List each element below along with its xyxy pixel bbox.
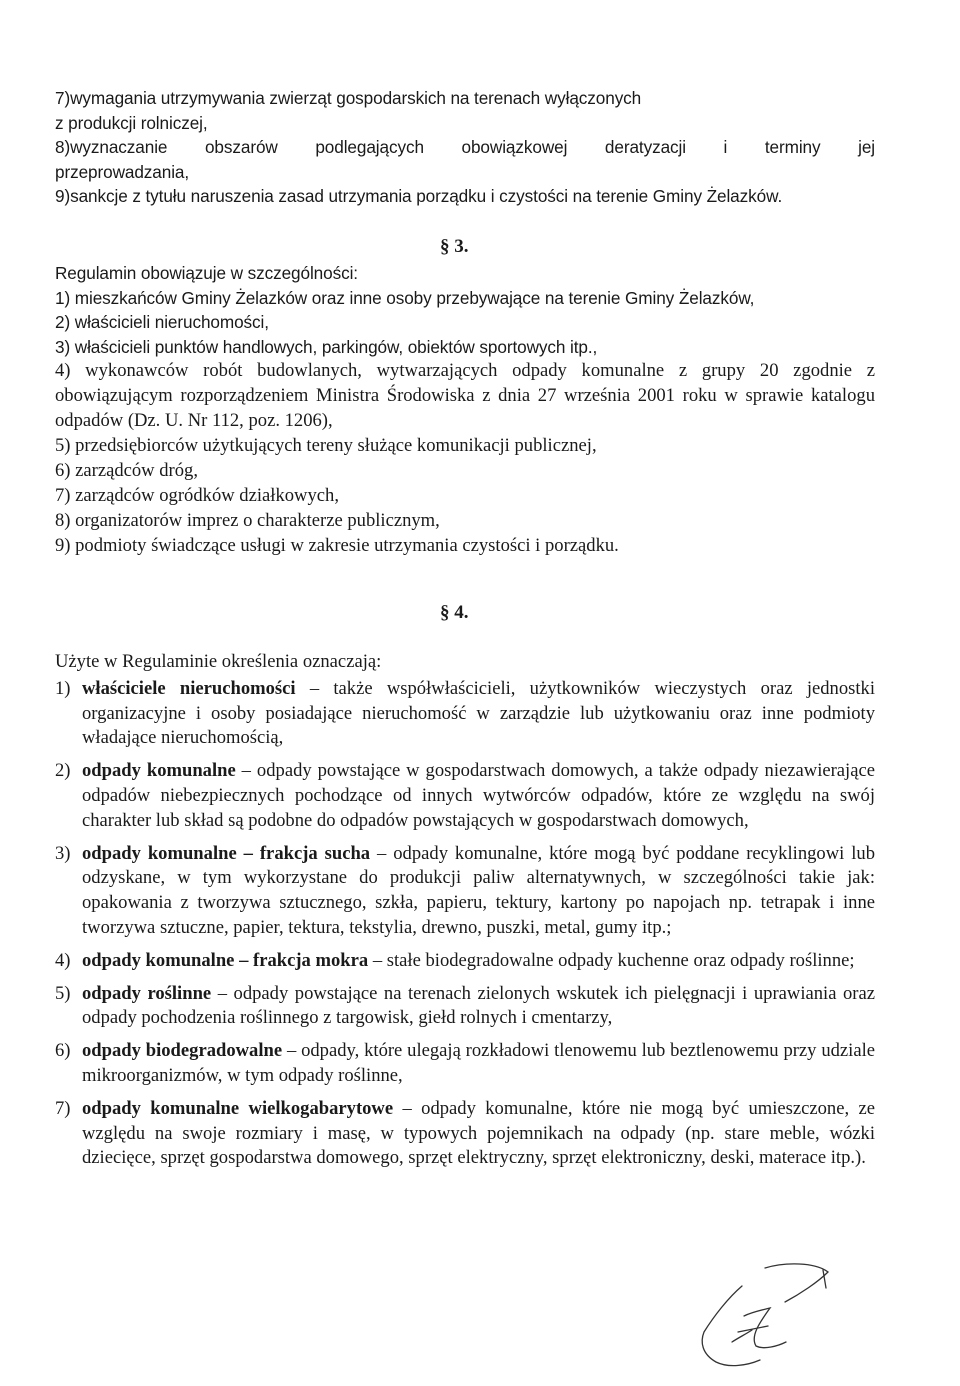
definition-number: 7) <box>55 1097 71 1119</box>
definition-item <box>55 842 875 941</box>
list-item: 7) zarządców ogródków działkowych, <box>55 485 339 506</box>
definition-term: odpady roślinne <box>82 982 212 1004</box>
definition-number: 2) <box>55 760 71 782</box>
section-3-heading: § 3. <box>440 236 469 257</box>
list-item: 4) wykonawców robót budowlanych, wytwarzających odpady komunalne z grupy 20 zgodnie z obowiązującym rozporządzeniem Ministra Środowiska z dnia 27 września 2001 roku w sprawie katalogu odpadów (Dz. U. Nr 112, poz. 1206), <box>55 360 875 431</box>
definition-item <box>55 1039 875 1089</box>
list-item: 1) mieszkańców Gminy Żelazków oraz inne osoby przebywające na terenie Gminy Żelazków, <box>55 287 755 308</box>
list-item: 5) przedsiębiorców użytkujących tereny służące komunikacji publicznej, <box>55 435 597 456</box>
definition-item <box>55 677 875 751</box>
list-item: 8)wyznaczanie obszarów podlegających obowiązkowej deratyzacji i terminy jej <box>55 137 875 157</box>
section-4-definitions <box>55 650 875 1179</box>
list-item: 7)wymagania utrzymywania zwierząt gospodarskich na terenach wyłączonych <box>55 88 642 108</box>
section-4-heading: § 4. <box>440 602 469 623</box>
list-item: 2) właścicieli nieruchomości, <box>55 312 269 332</box>
definition-text: – także współwłaścicieli, użytkowników wieczystych oraz jednostki organizacyjne i osoby posiadające nieruchomość w zarządzie lub użytkowaniu oraz inne podmioty władające nieruchomością, <box>82 677 876 749</box>
list-item: przeprowadzania, <box>55 161 190 182</box>
definition-term: odpady komunalne – frakcja sucha <box>82 842 371 864</box>
list-item: z produkcji rolniczej, <box>55 112 208 133</box>
list-item: 3) właścicieli punktów handlowych, parkingów, obiektów sportowych itp., <box>55 336 598 357</box>
definition-number: 5) <box>55 982 71 1004</box>
definition-term: właściciele nieruchomości <box>82 677 296 699</box>
definition-number: 3) <box>55 842 71 864</box>
definition-item <box>55 982 875 1032</box>
definition-term: odpady komunalne <box>82 760 236 782</box>
definition-term: odpady komunalne wielkogabarytowe <box>82 1097 394 1119</box>
definition-term: odpady biodegradowalne <box>82 1040 283 1062</box>
definition-text: – stałe biodegradowalne odpady kuchenne oraz odpady roślinne; <box>368 949 855 971</box>
definition-number: 1) <box>55 677 71 699</box>
definition-item <box>55 759 875 833</box>
section-3-list-a <box>55 261 875 359</box>
definition-text: – odpady powstające w gospodarstwach domowych, a także odpady niezawierające odpadów niebezpiecznych pochodzące od innych wytwórców odpadów, które ze względu na swój charakter lub skład są podobne do odpadów powstających w gospodarstwach domowych, <box>82 760 875 831</box>
list-item: 9)sankcje z tytułu naruszenia zasad utrzymania porządku i czystości na terenie Gminy Żelazków. <box>55 186 783 206</box>
section-intro: Regulamin obowiązuje w szczególności: <box>55 263 358 283</box>
definition-text: – odpady komunalne, które mogą być poddane recyklingowi lub odzyskane, w tym wykorzystane do produkcji paliw alternatywnych, w szczególności takie jak: opakowania z tworzywa sztucznego, szkła, papieru, tektury, kartony po napojach np. tetrapak i inne tworzywa sztuczne, papier, tektura, tekstylia, drewno, puszki, metal, gumy itp.; <box>82 842 875 938</box>
definition-number: 6) <box>55 1040 71 1062</box>
section-intro: Użyte w Regulaminie określenia oznaczają: <box>55 651 382 672</box>
list-item: 6) zarządców dróg, <box>55 460 198 481</box>
section-3-list-b <box>55 358 875 558</box>
definition-item <box>55 949 875 974</box>
definition-text: – odpady komunalne, które nie mogą być umieszczone, ze względu na swoje rozmiary i masę, w typowych pojemnikach na odpady (np. stare meble, wózki dziecięce, sprzęt gospodarstwa domowego, sprzęt elektryczny, sprzęt elektroniczny, deski, materace itp.). <box>82 1097 875 1169</box>
top-list <box>55 86 875 209</box>
signature-mark <box>690 1250 840 1370</box>
definition-item <box>55 1097 875 1171</box>
definition-number: 4) <box>55 949 71 971</box>
definition-text: – odpady powstające na terenach zielonych wskutek ich pielęgnacji i uprawiania oraz odpady pochodzenia roślinnego z targowisk, giełd rolnych i cmentarzy, <box>82 982 875 1029</box>
list-item: 9) podmioty świadczące usługi w zakresie utrzymania czystości i porządku. <box>55 535 619 556</box>
definition-term: odpady komunalne – frakcja mokra <box>82 949 369 971</box>
definition-text: – odpady, które ulegają rozkładowi tlenowemu lub beztlenowemu przy udziale mikroorganizmów, w tym odpady roślinne, <box>82 1040 875 1086</box>
list-item: 8) organizatorów imprez o charakterze publicznym, <box>55 510 440 531</box>
